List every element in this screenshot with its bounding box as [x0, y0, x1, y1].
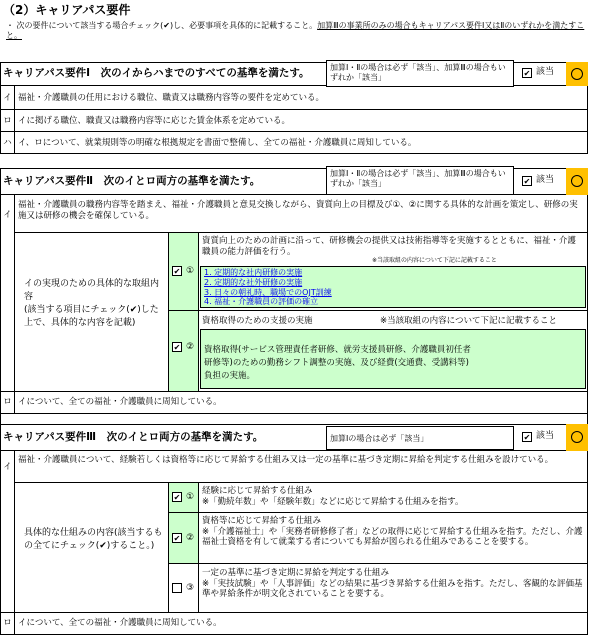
- req1-divider: [14, 86, 15, 154]
- req2-status-label: 該当: [536, 175, 555, 185]
- page-title: （2）キャリアパス要件: [3, 3, 131, 17]
- req1-item-mark: ロ: [3, 116, 12, 126]
- req2-sub1-list-item: 1. 定期的な社内研修の実施: [204, 268, 303, 277]
- req2-sub1-list-item: 4. 福祉・介護職員の評価の確立: [204, 297, 319, 306]
- req3-sub1-checkbox[interactable]: ✔: [173, 493, 181, 502]
- req1-status-label: 該当: [536, 67, 555, 77]
- req1-item-mark: ハ: [3, 138, 12, 148]
- req1-item-text: イ、ロについて、就業規則等の明確な根拠規定を書面で整備し、全ての福祉・介護職員に周知している。: [18, 138, 417, 148]
- req3-status-checkbox[interactable]: ✔: [523, 433, 531, 442]
- req2-status-circle: [571, 175, 583, 187]
- req2-divider: [168, 310, 588, 311]
- req3-item-text: イについて、全ての福祉・介護職員に周知している。: [18, 618, 222, 628]
- req2-item-mark: ロ: [3, 397, 12, 407]
- req1-item-mark: イ: [3, 93, 12, 103]
- req1-condition: 加算Ⅰ・Ⅱの場合は必ず「該当」、加算Ⅲの場合もいずれか「該当」: [326, 60, 514, 87]
- req3-item-mark: ロ: [3, 618, 12, 628]
- req3-item-mark: イ: [3, 462, 12, 472]
- intro-note: [6, 21, 588, 40]
- req2-item-mark: イ: [3, 210, 12, 220]
- req2-status-checkbox[interactable]: ✔: [523, 177, 531, 186]
- req2-sub1-list-box[interactable]: [200, 266, 586, 308]
- req2-sub2-note: ※当該取組の内容について下記に記載すること: [380, 316, 557, 326]
- req3-sub1-num: ①: [186, 492, 195, 502]
- req3-divider: [0, 612, 588, 613]
- req2-item-text: 福祉・介護職員の職務内容等を踏まえ、福祉・介護職員と意見交換しながら、資質向上の目標及び①、②に関する具体的な計画を策定し、研修の実施又は研修の機会を確保している。: [18, 200, 578, 221]
- req3-sub2-num: ②: [186, 533, 195, 543]
- req3-status-label: 該当: [536, 431, 555, 441]
- req2-sub1-list-item: 3. 日々の朝礼時、職場でのOJT訓練: [204, 287, 332, 297]
- req2-divider: [198, 232, 199, 392]
- req2-left-label: イの実現のための具体的な取組内容 (該当する項目にチェック(✔)した上で、具体的な内容を記載): [24, 279, 160, 329]
- req3-divider: [14, 482, 588, 483]
- req3-header: キャリアパス要件Ⅲ 次のイとロ両方の基準を満たす。: [3, 431, 264, 443]
- req3-sub2-checkbox[interactable]: ✔: [173, 534, 181, 543]
- intro-note-text: ・ 次の要件について該当する場合チェック(✔)し、必要事項を具体的に記載すること。: [6, 21, 318, 30]
- req3-divider: [168, 563, 588, 564]
- req3-condition: 加算Ⅰの場合は必ず「該当」: [326, 426, 514, 450]
- req3-sub2-text: 資格等に応じて昇給する仕組み ※「介護福祉士」や「実務者研修修了者」などの取得に応じて昇給する仕組みを指す。ただし、介護福祉士資格を有して就業する者についても昇給が図られる仕組みであることを要する。: [202, 516, 583, 548]
- intro-note-underlined: 加算Ⅲの事業所のみの場合もキャリアパス要件Ⅰ又はⅡのいずれかを満たすこと。: [6, 21, 585, 40]
- req2-sub2-checkbox[interactable]: ✔: [173, 343, 181, 352]
- req2-divider: [14, 391, 15, 413]
- req3-sub3-text: 一定の基準に基づき定期に昇給を判定する仕組み ※「実技試験」や「人事評価」などの結果に基づき昇給する仕組みを指す。ただし、客観的な評価基準や昇給条件が明文化されていることを要する。: [202, 568, 583, 600]
- req3-sub3-checkbox[interactable]: [172, 583, 182, 593]
- req3-sub1-text: 経験に応じて昇給する仕組み ※「勤続年数」や「経験年数」などに応じて昇給する仕組みを指す。: [202, 486, 464, 507]
- req2-sub1-checkbox[interactable]: ✔: [173, 267, 181, 276]
- req2-divider: [14, 195, 15, 392]
- req2-sub2-num: ②: [186, 342, 195, 352]
- req2-divider: [0, 413, 588, 414]
- req3-item-text: 福祉・介護職員について、経験若しくは資格等に応じて昇給する仕組み又は一定の基準に基づき定期に昇給を判定する仕組みを設けている。: [18, 455, 554, 465]
- req2-sub2-detail-box[interactable]: [200, 329, 586, 389]
- req2-item-text: イについて、全ての福祉・介護職員に周知している。: [18, 397, 222, 407]
- req2-divider: [14, 232, 588, 233]
- req2-sub1-note: ※当該取組の内容について下記に記載すること: [372, 257, 497, 264]
- req3-sub3-num: ③: [186, 583, 195, 593]
- req3-status-circle: [571, 431, 583, 443]
- req2-sub1-list-item: 2. 定期的な社外研修の実施: [204, 277, 303, 287]
- req2-divider: [0, 391, 588, 392]
- req1-header: キャリアパス要件Ⅰ 次のイからハまでのすべての基準を満たす。: [3, 67, 310, 79]
- req3-divider: [198, 482, 199, 612]
- req2-header: キャリアパス要件Ⅱ 次のイとロ両方の基準を満たす。: [3, 175, 261, 187]
- req2-sub2-text: 資格取得のための支援の実施: [202, 316, 313, 326]
- req2-sub2-detail: 資格取得(サービス管理責任者研修、就労支援員研修、介護職員初任者研修等)のための勤務シフト調整の実施、及び経費(交通費、受講料等)負担の実施。: [204, 345, 471, 381]
- req2-condition: 加算Ⅰ・Ⅱの場合は必ず「該当」、加算Ⅲの場合もいずれか「該当」: [326, 166, 514, 195]
- req3-left-label: 具体的な仕組みの内容(該当するもの全てにチェック(✔)すること。): [24, 528, 163, 552]
- req1-status-circle: [571, 68, 583, 80]
- req3-divider: [168, 512, 588, 513]
- req2-sub1-text: 資質向上のための計画に沿って、研修機会の提供又は技術指導等を実施するとともに、福祉・介護職員の能力評価を行う。: [202, 236, 576, 257]
- req1-item-text: 福祉・介護職員の任用における職位、職責又は職務内容等の要件を定めている。: [18, 93, 325, 103]
- req2-sub1-num: ①: [186, 266, 195, 276]
- req3-divider: [14, 451, 15, 635]
- req1-item-text: イに掲げる職位、職責又は職務内容等に応じた賃金体系を定めている。: [18, 116, 291, 126]
- req1-status-checkbox[interactable]: ✔: [523, 69, 531, 78]
